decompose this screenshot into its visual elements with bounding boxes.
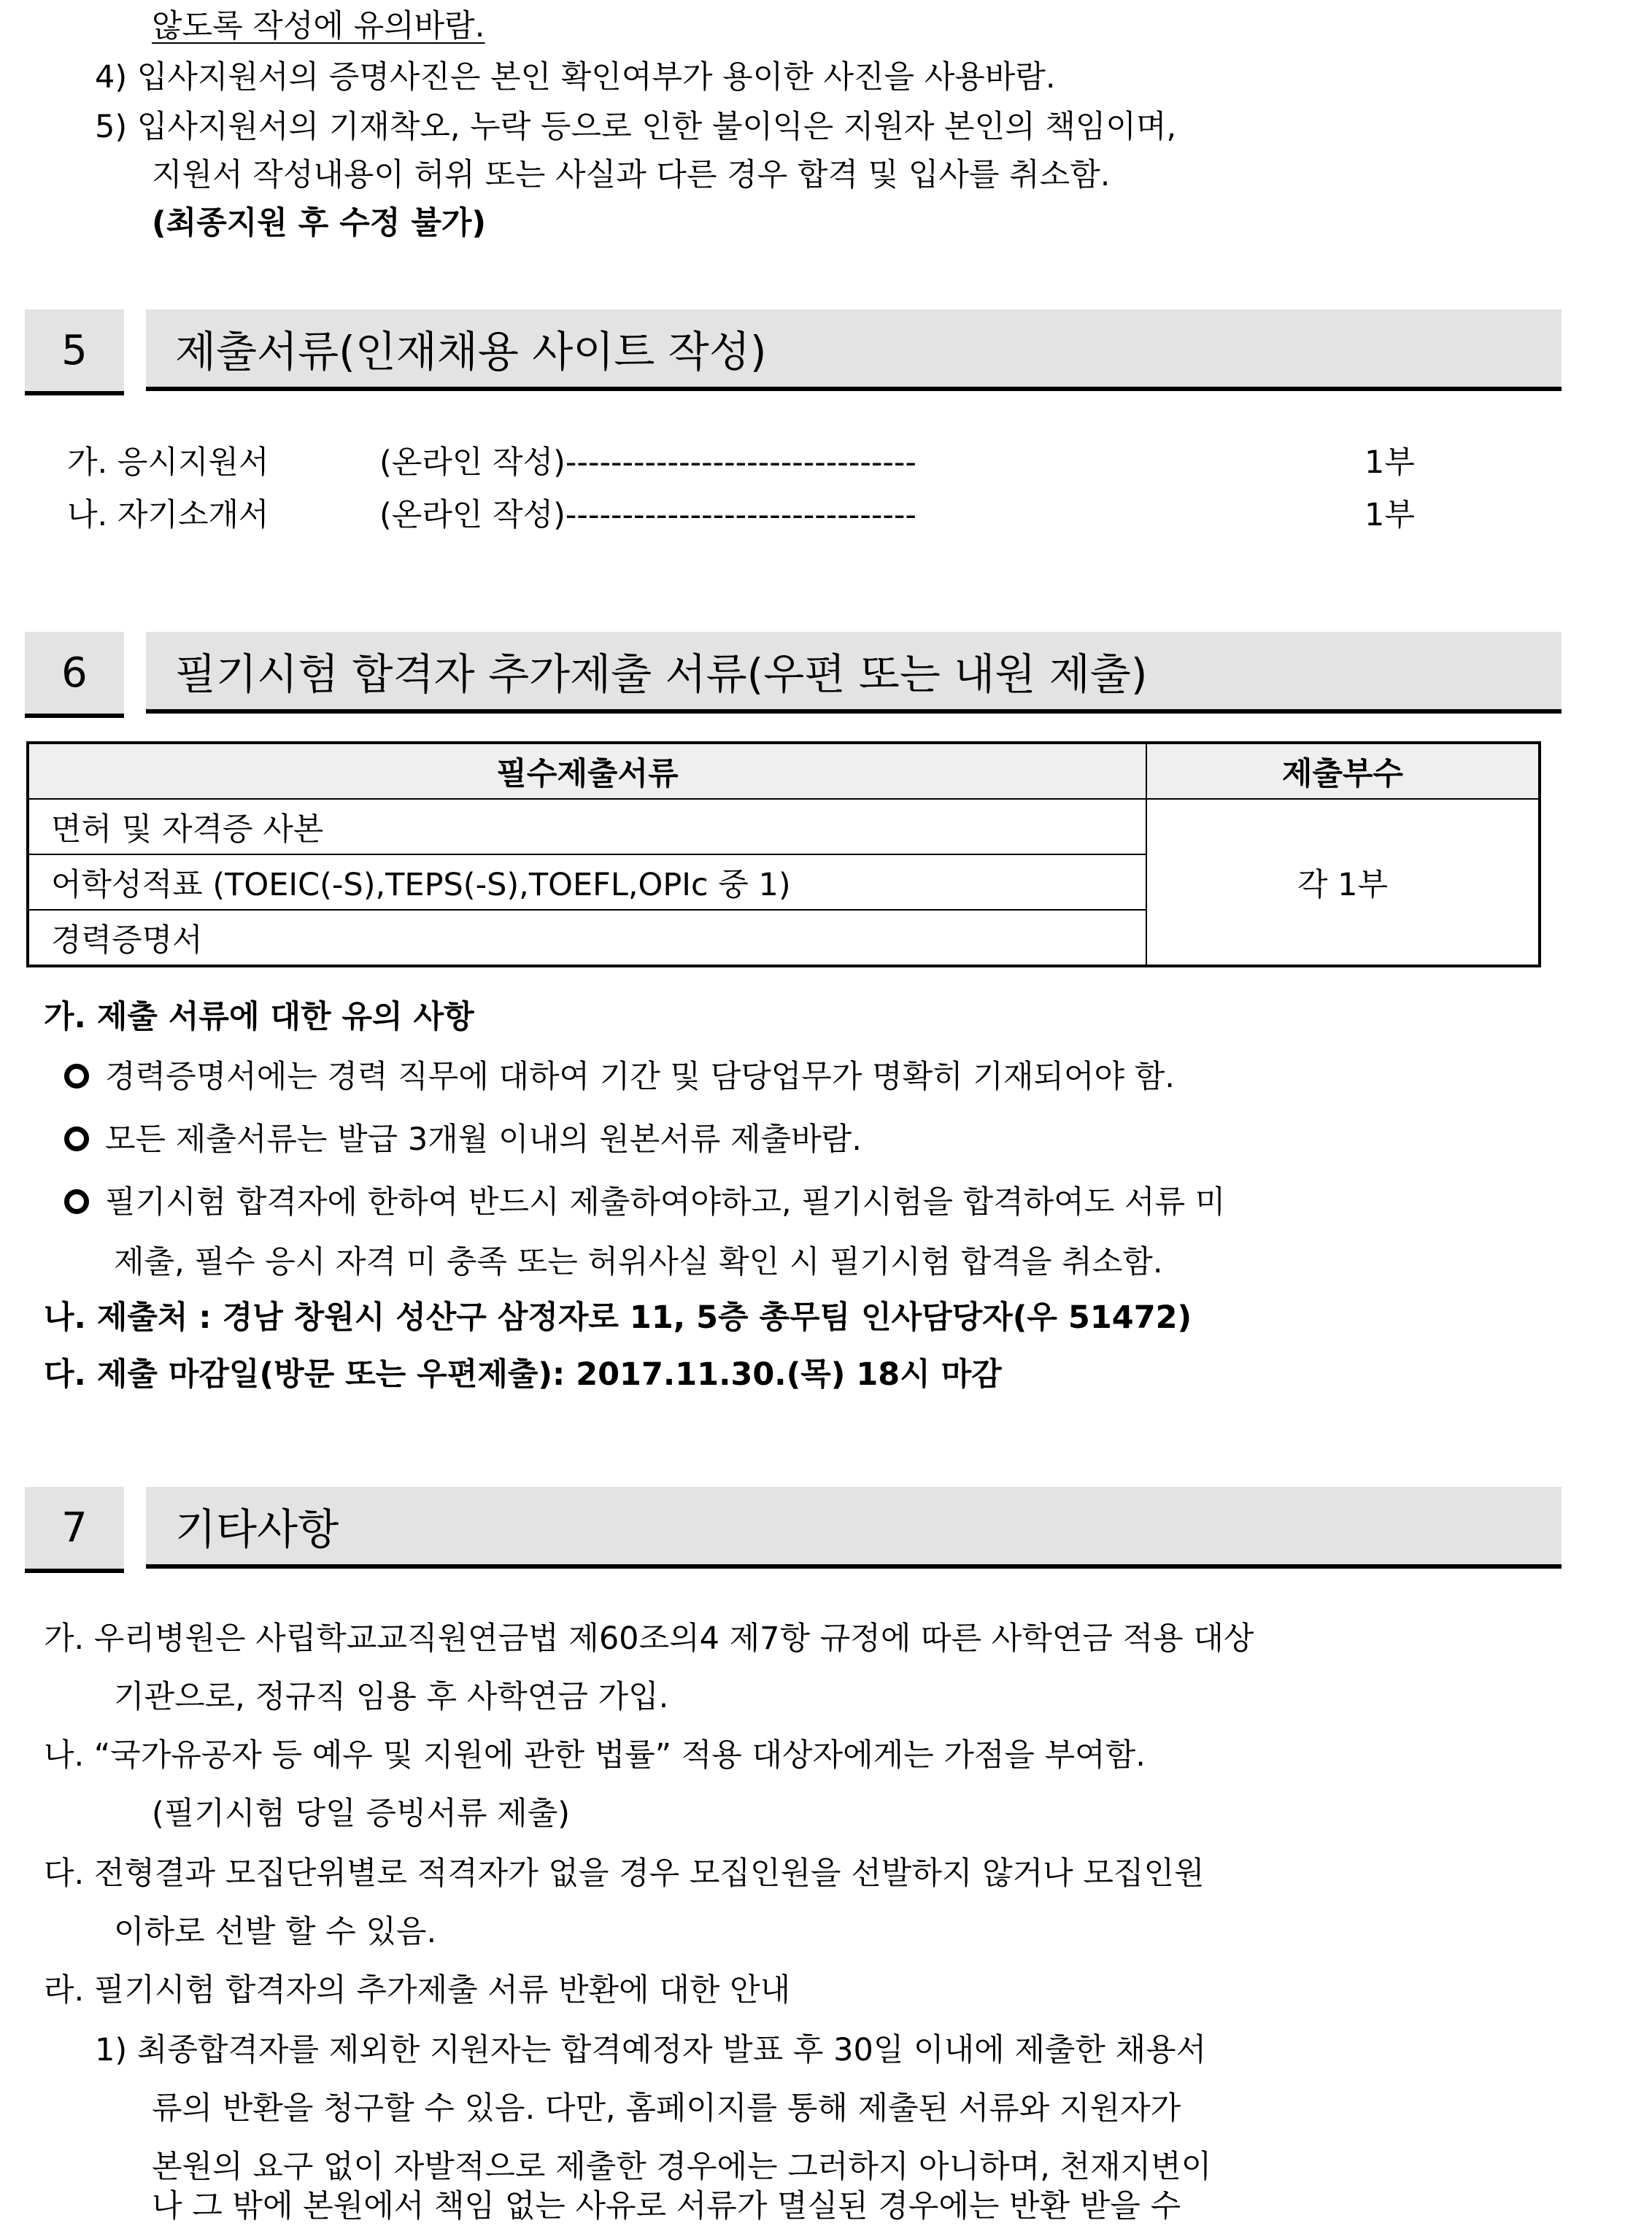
text-line: 기관으로, 정규직 임용 후 사학연금 가입. [114,1679,669,1715]
circle-bullet-icon [64,1189,89,1214]
doc-count: 1부 [1365,497,1415,533]
text-line: 나. “국가유공자 등 예우 및 지원에 관한 법률” 적용 대상자에게는 가점을 부여함. [44,1737,1146,1774]
table-header: 제출부수 [1146,743,1540,799]
text-line: 본원의 요구 없이 자발적으로 제출한 경우에는 그러하지 아니하며, 천재지변이 [152,2149,1212,2185]
table-header-row [28,743,1540,799]
circle-bullet-icon [64,1064,89,1089]
table-cell: 면허 및 자격증 사본 [28,799,1146,854]
bullet-text: 필기시험 합격자에 한하여 반드시 제출하여야하고, 필기시험을 합격하여도 서류 미 [105,1184,1226,1221]
section-number: 7 [25,1487,124,1573]
section-number: 5 [25,309,124,395]
table-row [28,799,1540,854]
text-line: 가. 우리병원은 사립학교교직원연금법 제60조의4 제7항 규정에 따른 사학연금 적용 대상 [44,1620,1254,1657]
section-number: 6 [25,632,124,718]
doc-note: (온라인 작성)------------------------------- [379,444,916,481]
table-cell: 경력증명서 [28,910,1146,966]
section-title: 필기시험 합격자 추가제출 서류(우편 또는 내원 제출) [146,632,1562,714]
bullet-text: 경력증명서에는 경력 직무에 대하여 기간 및 담당업무가 명확히 기재되어야 함. [105,1059,1175,1095]
doc-count: 1부 [1365,444,1415,481]
bullet-item [64,1178,1225,1222]
table-cell-count: 각 1부 [1146,799,1540,966]
text-line: 나 그 밖에 본원에서 책임 없는 사유로 서류가 멸실된 경우에는 반환 받을 수 [152,2188,1181,2225]
text-line: 이하로 선발 할 수 있음. [114,1914,437,1950]
text-line: 않도록 작성에 유의바람. [152,8,485,45]
text-line: 5) 입사지원서의 기재착오, 누락 등으로 인한 불이익은 지원자 본인의 책임이며, [95,109,1177,145]
text-line: 1) 최종합격자를 제외한 지원자는 합격예정자 발표 후 30일 이내에 제출한 채용서 [95,2032,1207,2068]
text-line: (필기시험 당일 증빙서류 제출) [152,1796,571,1832]
notice-title: 가. 제출 서류에 대한 유의 사항 [44,999,474,1035]
bullet-item [64,1115,862,1159]
circle-bullet-icon [64,1126,89,1151]
table-header: 필수제출서류 [28,743,1146,799]
text-line: (최종지원 후 수정 불가) [152,205,487,241]
text-line: 라. 필기시험 합격자의 추가제출 서류 반환에 대한 안내 [44,1972,791,2009]
section-title: 기타사항 [146,1487,1562,1569]
bullet-item [64,1052,1175,1097]
table-cell: 어학성적표 (TOEIC(-S),TEPS(-S),TOEFL,OPIc 중 1) [28,854,1146,910]
text-line: 다. 전형결과 모집단위별로 적격자가 없을 경우 모집인원을 선발하지 않거나 모집인원 [44,1855,1205,1892]
text-line: 4) 입사지원서의 증명사진은 본인 확인여부가 용이한 사진을 사용바람. [95,59,1056,96]
text-line: 류의 반환을 청구할 수 있음. 다만, 홈페이지를 통해 제출된 서류와 지원자가 [152,2090,1181,2127]
doc-label: 가. 응시지원서 [67,444,269,481]
section-title: 제출서류(인재채용 사이트 작성) [146,309,1562,391]
bullet-text: 모든 제출서류는 발급 3개월 이내의 원본서류 제출바람. [105,1121,862,1158]
submit-place: 나. 제출처 : 경남 창원시 성산구 삼정자로 11, 5층 총무팀 인사담당자(우 51472) [44,1299,1192,1336]
bullet-text-cont: 제출, 필수 응시 자격 미 충족 또는 허위사실 확인 시 필기시험 합격을 취소함. [114,1244,1163,1280]
doc-note: (온라인 작성)------------------------------- [379,497,916,533]
doc-label: 나. 자기소개서 [67,497,269,533]
submit-deadline: 다. 제출 마감일(방문 또는 우편제출): 2017.11.30.(목) 18시 마감 [44,1356,1002,1393]
required-docs-table [26,741,1541,967]
text-line: 지원서 작성내용이 허위 또는 사실과 다른 경우 합격 및 입사를 취소함. [152,157,1111,193]
